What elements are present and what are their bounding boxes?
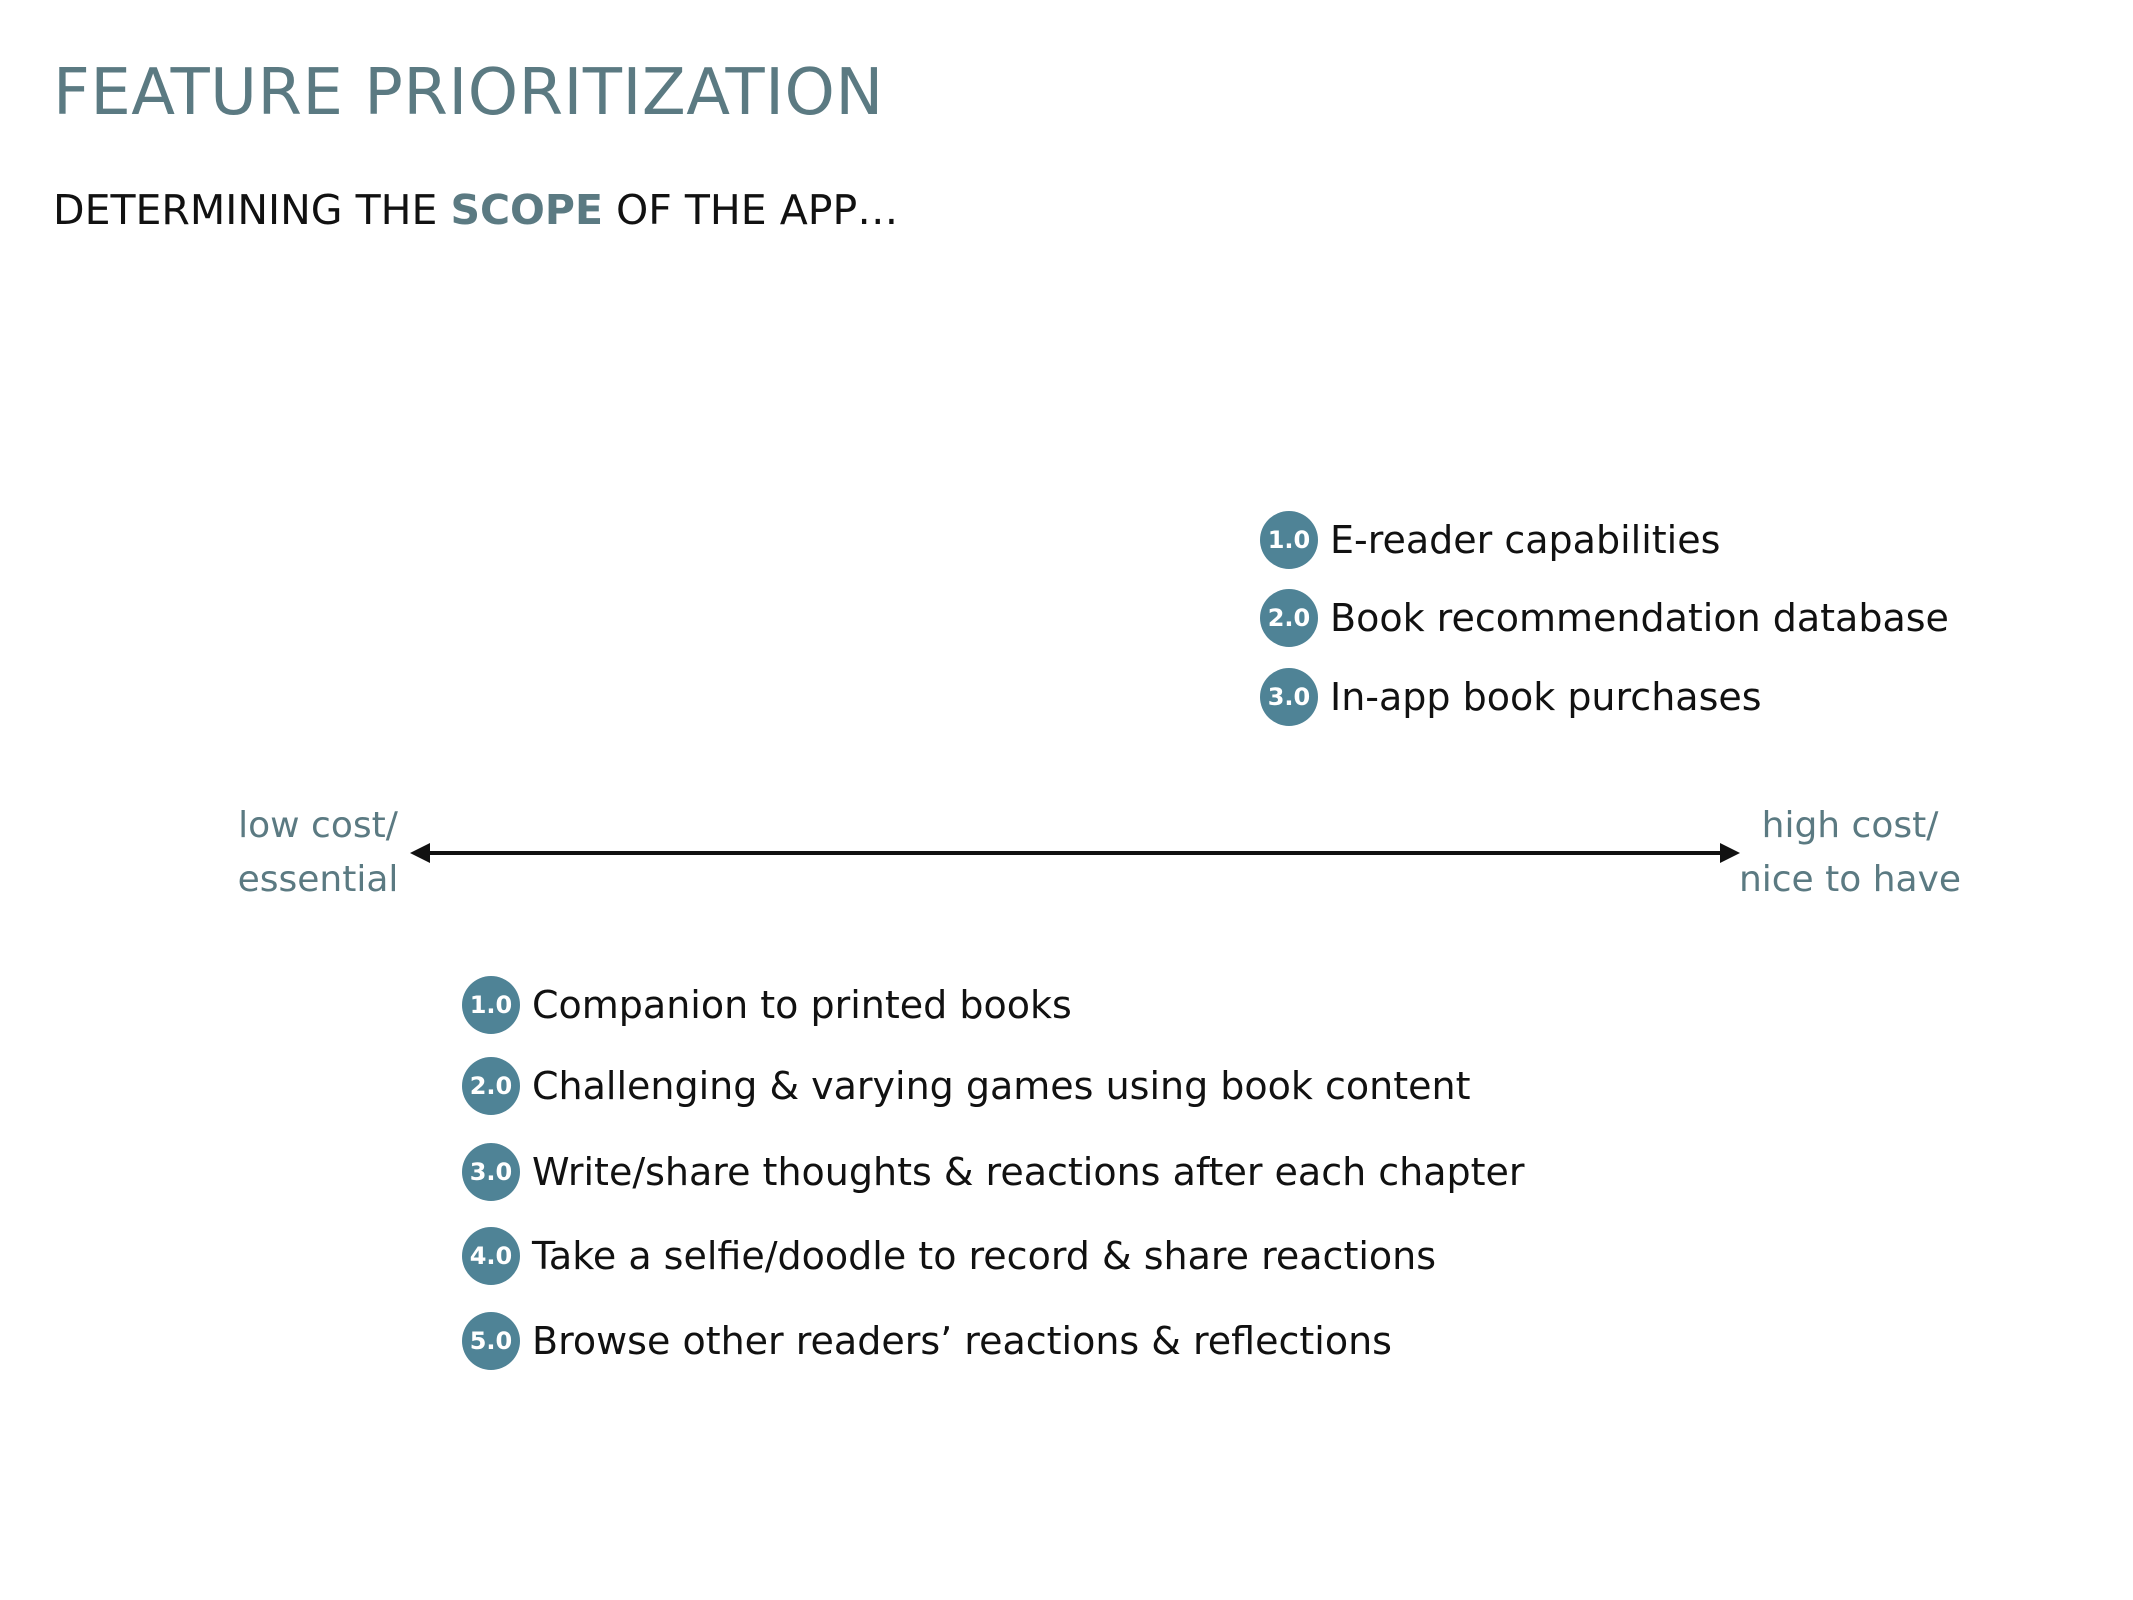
essential-feature-item (462, 1057, 1470, 1115)
essential-feature-item (462, 1227, 1436, 1285)
axis-right-line1: high cost/ (1761, 805, 1939, 846)
feature-label: Browse other readers’ reactions & reflections (532, 1319, 1392, 1363)
page-subtitle (53, 186, 898, 234)
axis-left-label (228, 799, 408, 907)
feature-label: Take a selfie/doodle to record & share reactions (532, 1234, 1437, 1278)
feature-label: Book recommendation database (1330, 596, 1949, 640)
version-badge: 1.0 (462, 976, 520, 1034)
version-badge: 1.0 (1260, 511, 1318, 569)
version-badge: 2.0 (462, 1057, 520, 1115)
arrowhead-left-icon (410, 843, 430, 863)
subtitle-accent-word: SCOPE (450, 186, 603, 234)
version-badge: 4.0 (462, 1227, 520, 1285)
page-title: FEATURE PRIORITIZATION (53, 56, 884, 130)
axis-right-label (1735, 799, 1965, 907)
axis-right-line2: nice to have (1738, 859, 1962, 900)
axis-left-line2: essential (237, 859, 399, 900)
feature-label: Companion to printed books (532, 983, 1072, 1027)
version-badge: 3.0 (462, 1143, 520, 1201)
feature-label: Challenging & varying games using book content (532, 1064, 1471, 1108)
subtitle-prefix: DETERMINING THE (53, 186, 451, 234)
version-badge: 2.0 (1260, 589, 1318, 647)
high-cost-feature-item (1260, 511, 1720, 569)
high-cost-feature-item (1260, 668, 1762, 726)
feature-label: E-reader capabilities (1330, 518, 1721, 562)
essential-feature-item (462, 1143, 1525, 1201)
high-cost-feature-item (1260, 589, 1949, 647)
feature-label: In-app book purchases (1330, 675, 1762, 719)
essential-feature-item (462, 1312, 1392, 1370)
essential-feature-item (462, 976, 1072, 1034)
cost-axis-arrow (410, 833, 1740, 873)
version-badge: 5.0 (462, 1312, 520, 1370)
subtitle-suffix: OF THE APP… (602, 186, 899, 234)
version-badge: 3.0 (1260, 668, 1318, 726)
feature-label: Write/share thoughts & reactions after each chapter (532, 1150, 1525, 1194)
axis-left-line1: low cost/ (238, 805, 398, 846)
